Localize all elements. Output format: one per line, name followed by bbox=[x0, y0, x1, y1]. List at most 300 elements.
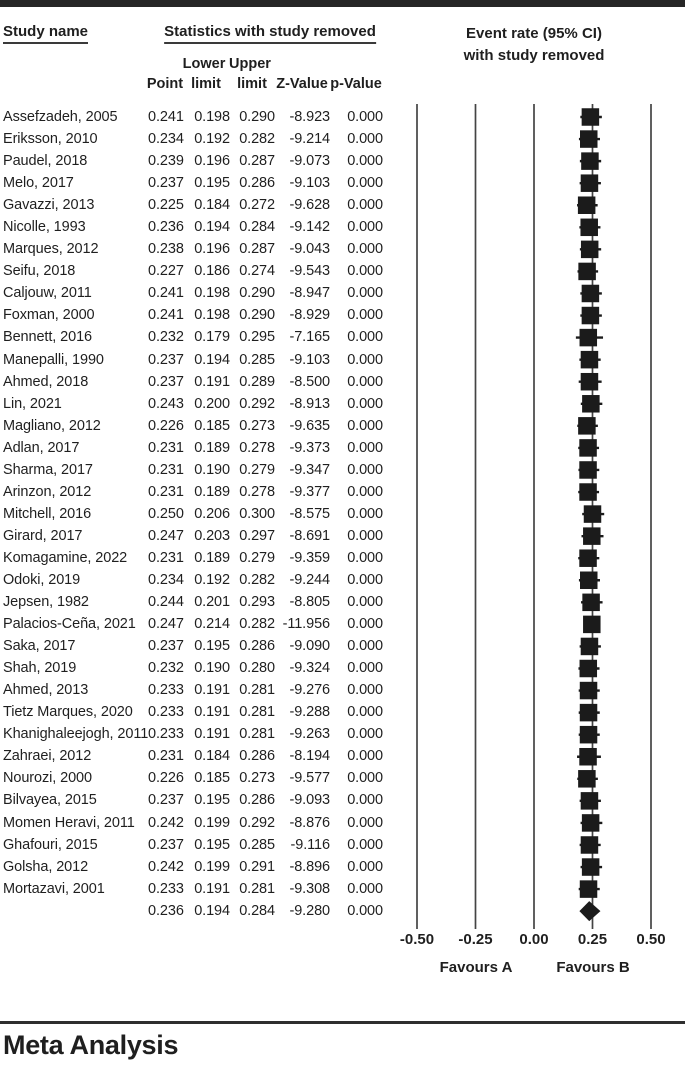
upper-limit-cell: 0.287 bbox=[239, 241, 275, 258]
z-value-cell: -9.043 bbox=[289, 241, 330, 258]
column-header-upper-limit: limit bbox=[237, 76, 267, 92]
study-square bbox=[580, 660, 598, 678]
stats-section-header: Statistics with study removed bbox=[164, 23, 376, 44]
p-value-cell: 0.000 bbox=[347, 373, 383, 390]
lower-limit-cell: 0.185 bbox=[194, 417, 230, 434]
study-name-cell: Adlan, 2017 bbox=[3, 439, 80, 456]
lower-limit-cell: 0.184 bbox=[194, 748, 230, 765]
z-value-cell: -9.288 bbox=[289, 704, 330, 721]
study-name-cell: Tietz Marques, 2020 bbox=[3, 704, 133, 721]
study-square bbox=[583, 616, 601, 634]
study-name-cell: Manepalli, 1990 bbox=[3, 351, 104, 368]
study-name-cell: Seifu, 2018 bbox=[3, 263, 76, 280]
lower-limit-cell: 0.198 bbox=[194, 285, 230, 302]
study-square bbox=[581, 351, 599, 369]
lower-limit-cell: 0.195 bbox=[194, 638, 230, 655]
study-square bbox=[578, 196, 596, 214]
upper-limit-cell: 0.293 bbox=[239, 594, 275, 611]
table-row bbox=[0, 812, 383, 834]
lower-limit-cell: 0.191 bbox=[194, 726, 230, 743]
study-square bbox=[583, 527, 601, 545]
p-value-cell: 0.000 bbox=[347, 263, 383, 280]
lower-limit-cell: 0.196 bbox=[194, 153, 230, 170]
lower-limit-cell: 0.184 bbox=[194, 197, 230, 214]
table-row bbox=[0, 172, 383, 194]
study-name-header: Study name bbox=[3, 23, 88, 44]
lower-limit-cell: 0.198 bbox=[194, 307, 230, 324]
point-cell: 0.226 bbox=[148, 770, 184, 787]
z-value-cell: -9.635 bbox=[289, 417, 330, 434]
study-name-cell: Eriksson, 2010 bbox=[3, 131, 98, 148]
z-value-cell: -9.628 bbox=[289, 197, 330, 214]
upper-limit-cell: 0.274 bbox=[239, 263, 275, 280]
lower-limit-cell: 0.191 bbox=[194, 704, 230, 721]
summary-diamond bbox=[579, 901, 600, 921]
study-name-cell: Odoki, 2019 bbox=[3, 572, 81, 588]
lower-limit-cell: 0.196 bbox=[194, 241, 230, 258]
z-value-cell: -9.103 bbox=[289, 175, 330, 192]
study-name-cell: Palacios-Ceña, 2021 bbox=[3, 616, 136, 633]
lower-limit-cell: 0.195 bbox=[194, 836, 230, 853]
upper-limit-cell: 0.285 bbox=[239, 351, 275, 368]
table-row bbox=[0, 216, 383, 238]
study-square bbox=[579, 439, 597, 457]
table-row bbox=[0, 789, 383, 811]
study-square bbox=[578, 770, 596, 788]
p-value-cell: 0.000 bbox=[347, 241, 383, 258]
study-square bbox=[578, 417, 596, 435]
study-square bbox=[584, 505, 602, 522]
study-name-cell: Mitchell, 2016 bbox=[3, 505, 92, 522]
p-value-cell: 0.000 bbox=[347, 417, 383, 434]
upper-limit-cell: 0.284 bbox=[239, 219, 275, 236]
x-axis-tick-label: 0.50 bbox=[636, 931, 666, 948]
upper-limit-cell: 0.292 bbox=[239, 814, 275, 831]
table-row bbox=[0, 128, 383, 150]
z-value-cell: -9.347 bbox=[289, 461, 330, 478]
point-cell: 0.250 bbox=[148, 505, 184, 522]
study-square bbox=[581, 241, 599, 258]
upper-limit-cell: 0.278 bbox=[239, 439, 275, 456]
table-row bbox=[0, 194, 383, 216]
p-value-cell: 0.000 bbox=[347, 594, 383, 611]
point-cell: 0.237 bbox=[148, 373, 184, 390]
table-row bbox=[0, 481, 383, 503]
p-value-cell: 0.000 bbox=[347, 858, 383, 875]
upper-limit-cell: 0.282 bbox=[239, 572, 275, 588]
study-name-cell: Arinzon, 2012 bbox=[3, 483, 92, 500]
p-value-cell: 0.000 bbox=[347, 483, 383, 500]
plot-title bbox=[464, 23, 605, 67]
table-row bbox=[0, 282, 383, 304]
z-value-cell: -9.214 bbox=[289, 131, 330, 148]
study-name-cell: Sharma, 2017 bbox=[3, 461, 93, 478]
p-value-cell: 0.000 bbox=[347, 616, 383, 633]
z-value-cell: -8.923 bbox=[289, 109, 330, 126]
z-value-cell: -9.116 bbox=[290, 836, 330, 853]
lower-limit-cell: 0.191 bbox=[194, 373, 230, 390]
lower-limit-cell: 0.206 bbox=[194, 505, 230, 522]
upper-limit-cell: 0.291 bbox=[239, 858, 275, 875]
upper-limit-cell: 0.273 bbox=[239, 417, 275, 434]
p-value-cell: 0.000 bbox=[347, 109, 383, 126]
p-value-cell: 0.000 bbox=[347, 770, 383, 787]
study-name-cell: Nourozi, 2000 bbox=[3, 770, 92, 787]
study-square bbox=[582, 594, 600, 612]
table-row bbox=[0, 547, 383, 569]
point-cell: 0.236 bbox=[148, 902, 184, 919]
lower-limit-cell: 0.194 bbox=[194, 902, 230, 919]
study-name-cell: Nicolle, 1993 bbox=[3, 219, 86, 236]
z-value-cell: -8.876 bbox=[289, 814, 330, 831]
column-header-lower: Lower bbox=[182, 56, 226, 72]
lower-limit-cell: 0.200 bbox=[194, 395, 230, 412]
point-cell: 0.241 bbox=[148, 109, 184, 126]
upper-limit-cell: 0.286 bbox=[239, 638, 275, 655]
lower-limit-cell: 0.191 bbox=[194, 682, 230, 699]
point-cell: 0.238 bbox=[148, 241, 184, 258]
point-cell: 0.247 bbox=[148, 616, 184, 633]
lower-limit-cell: 0.198 bbox=[194, 109, 230, 126]
table-row bbox=[0, 767, 383, 789]
lower-limit-cell: 0.203 bbox=[194, 527, 230, 544]
lower-limit-cell: 0.194 bbox=[194, 219, 230, 236]
upper-limit-cell: 0.282 bbox=[239, 616, 275, 633]
upper-limit-cell: 0.281 bbox=[239, 704, 275, 721]
p-value-cell: 0.000 bbox=[347, 395, 383, 412]
point-cell: 0.244 bbox=[148, 594, 184, 611]
upper-limit-cell: 0.272 bbox=[239, 197, 275, 214]
point-cell: 0.243 bbox=[148, 395, 184, 412]
x-axis-tick-label: 0.00 bbox=[519, 931, 549, 948]
study-square bbox=[578, 263, 596, 281]
z-value-cell: -8.805 bbox=[289, 594, 330, 611]
column-header-upper: Upper bbox=[229, 56, 271, 72]
top-border-bar bbox=[0, 0, 685, 7]
lower-limit-cell: 0.191 bbox=[194, 880, 230, 897]
study-name-cell: Gavazzi, 2013 bbox=[3, 197, 95, 214]
study-name-cell: Khanighaleejogh, 2011 bbox=[3, 726, 149, 743]
table-row bbox=[0, 326, 383, 348]
p-value-cell: 0.000 bbox=[347, 175, 383, 192]
z-value-cell: -9.244 bbox=[289, 572, 330, 588]
p-value-cell: 0.000 bbox=[347, 219, 383, 236]
column-header-lower-limit: limit bbox=[191, 76, 221, 92]
study-name-cell: Mortazavi, 2001 bbox=[3, 880, 105, 897]
column-header-z-value: Z-Value bbox=[276, 76, 328, 92]
p-value-cell: 0.000 bbox=[347, 726, 383, 743]
upper-limit-cell: 0.273 bbox=[239, 770, 275, 787]
p-value-cell: 0.000 bbox=[347, 660, 383, 677]
upper-limit-cell: 0.285 bbox=[239, 836, 275, 853]
table-row bbox=[0, 591, 383, 613]
z-value-cell: -9.377 bbox=[289, 483, 330, 500]
point-cell: 0.231 bbox=[148, 748, 184, 765]
upper-limit-cell: 0.284 bbox=[239, 902, 275, 919]
p-value-cell: 0.000 bbox=[347, 461, 383, 478]
point-cell: 0.237 bbox=[148, 638, 184, 655]
study-name-cell: Bennett, 2016 bbox=[3, 329, 92, 346]
point-cell: 0.234 bbox=[148, 131, 184, 148]
p-value-cell: 0.000 bbox=[347, 549, 383, 566]
upper-limit-cell: 0.297 bbox=[239, 527, 275, 544]
p-value-cell: 0.000 bbox=[347, 638, 383, 655]
upper-limit-cell: 0.295 bbox=[239, 329, 275, 346]
lower-limit-cell: 0.189 bbox=[194, 483, 230, 500]
table-row bbox=[0, 371, 383, 393]
table-row bbox=[0, 503, 383, 525]
p-value-cell: 0.000 bbox=[347, 814, 383, 831]
favours-b-label: Favours B bbox=[556, 959, 630, 976]
upper-limit-cell: 0.287 bbox=[239, 153, 275, 170]
column-header-point: Point bbox=[146, 76, 184, 92]
lower-limit-cell: 0.179 bbox=[194, 329, 230, 346]
upper-limit-cell: 0.286 bbox=[239, 748, 275, 765]
table-row bbox=[0, 238, 383, 260]
point-cell: 0.237 bbox=[148, 836, 184, 853]
lower-limit-cell: 0.189 bbox=[194, 439, 230, 456]
divider-line bbox=[0, 1021, 685, 1024]
study-name-cell: Bilvayea, 2015 bbox=[3, 792, 97, 809]
upper-limit-cell: 0.281 bbox=[239, 726, 275, 743]
table-row bbox=[0, 349, 383, 371]
p-value-cell: 0.000 bbox=[347, 748, 383, 765]
lower-limit-cell: 0.192 bbox=[194, 131, 230, 148]
point-cell: 0.239 bbox=[148, 153, 184, 170]
z-value-cell: -8.947 bbox=[289, 285, 330, 302]
point-cell: 0.225 bbox=[148, 197, 184, 214]
p-value-cell: 0.000 bbox=[347, 880, 383, 897]
lower-limit-cell: 0.195 bbox=[194, 792, 230, 809]
table-row bbox=[0, 878, 383, 900]
plot-title-line1: Event rate (95% CI) bbox=[466, 25, 602, 42]
z-value-cell: -8.929 bbox=[289, 307, 330, 324]
upper-limit-cell: 0.282 bbox=[239, 131, 275, 148]
upper-limit-cell: 0.286 bbox=[239, 792, 275, 809]
table-row bbox=[0, 415, 383, 437]
study-square bbox=[580, 130, 598, 148]
point-cell: 0.233 bbox=[148, 704, 184, 721]
point-cell: 0.231 bbox=[148, 483, 184, 500]
point-cell: 0.232 bbox=[148, 660, 184, 677]
lower-limit-cell: 0.186 bbox=[194, 263, 230, 280]
z-value-cell: -9.090 bbox=[289, 638, 330, 655]
table-row bbox=[0, 525, 383, 547]
point-cell: 0.242 bbox=[148, 858, 184, 875]
table-row bbox=[0, 834, 383, 856]
upper-limit-cell: 0.292 bbox=[239, 395, 275, 412]
upper-limit-cell: 0.281 bbox=[239, 682, 275, 699]
study-square bbox=[579, 461, 597, 479]
upper-limit-cell: 0.281 bbox=[239, 880, 275, 897]
upper-limit-cell: 0.286 bbox=[239, 175, 275, 192]
study-name-cell: Paudel, 2018 bbox=[3, 153, 88, 170]
z-value-cell: -9.073 bbox=[289, 153, 330, 170]
lower-limit-cell: 0.190 bbox=[194, 660, 230, 677]
p-value-cell: 0.000 bbox=[347, 197, 383, 214]
z-value-cell: -9.373 bbox=[289, 439, 330, 456]
p-value-cell: 0.000 bbox=[347, 572, 383, 588]
z-value-cell: -9.308 bbox=[289, 880, 330, 897]
p-value-cell: 0.000 bbox=[347, 329, 383, 346]
table-row bbox=[0, 679, 383, 701]
study-square bbox=[580, 219, 598, 237]
p-value-cell: 0.000 bbox=[347, 505, 383, 522]
study-square bbox=[582, 395, 600, 413]
table-row bbox=[0, 150, 383, 172]
lower-limit-cell: 0.189 bbox=[194, 549, 230, 566]
lower-limit-cell: 0.214 bbox=[194, 616, 230, 633]
z-value-cell: -9.543 bbox=[289, 263, 330, 280]
study-square bbox=[582, 307, 600, 325]
z-value-cell: -9.093 bbox=[289, 792, 330, 809]
study-name-cell: Melo, 2017 bbox=[3, 175, 74, 192]
study-name-cell: Girard, 2017 bbox=[3, 527, 83, 544]
p-value-cell: 0.000 bbox=[347, 131, 383, 148]
table-row bbox=[0, 723, 383, 745]
study-square bbox=[579, 748, 597, 766]
study-name-cell: Caljouw, 2011 bbox=[3, 285, 92, 302]
p-value-cell: 0.000 bbox=[347, 527, 383, 544]
p-value-cell: 0.000 bbox=[347, 153, 383, 170]
study-name-cell: Marques, 2012 bbox=[3, 241, 99, 258]
table-row bbox=[0, 304, 383, 326]
point-cell: 0.241 bbox=[148, 285, 184, 302]
table-row bbox=[0, 260, 383, 282]
z-value-cell: -8.575 bbox=[289, 505, 330, 522]
upper-limit-cell: 0.290 bbox=[239, 307, 275, 324]
upper-limit-cell: 0.290 bbox=[239, 285, 275, 302]
study-square bbox=[582, 285, 600, 303]
upper-limit-cell: 0.280 bbox=[239, 660, 275, 677]
table-row bbox=[0, 900, 383, 922]
p-value-cell: 0.000 bbox=[347, 902, 383, 919]
study-square bbox=[579, 549, 597, 567]
study-name-cell: Shah, 2019 bbox=[3, 660, 77, 677]
z-value-cell: -9.280 bbox=[289, 902, 330, 919]
z-value-cell: -8.896 bbox=[289, 858, 330, 875]
study-square bbox=[580, 726, 598, 744]
study-square bbox=[582, 108, 600, 126]
study-name-cell: Lin, 2021 bbox=[3, 395, 62, 412]
point-cell: 0.237 bbox=[148, 175, 184, 192]
upper-limit-cell: 0.300 bbox=[239, 505, 275, 522]
study-square bbox=[581, 638, 599, 656]
z-value-cell: -8.691 bbox=[289, 527, 330, 544]
study-name-cell: Ghafouri, 2015 bbox=[3, 836, 98, 853]
study-name-cell: Golsha, 2012 bbox=[3, 858, 89, 875]
z-value-cell: -9.324 bbox=[289, 660, 330, 677]
study-name-cell: Ahmed, 2013 bbox=[3, 682, 89, 699]
x-axis-tick-label: -0.50 bbox=[399, 931, 435, 948]
table-row bbox=[0, 459, 383, 481]
study-square bbox=[581, 836, 599, 854]
study-name-cell: Ahmed, 2018 bbox=[3, 373, 89, 390]
study-name-cell: Zahraei, 2012 bbox=[3, 748, 92, 765]
point-cell: 0.247 bbox=[148, 527, 184, 544]
p-value-cell: 0.000 bbox=[347, 792, 383, 809]
point-cell: 0.231 bbox=[148, 461, 184, 478]
upper-limit-cell: 0.289 bbox=[239, 373, 275, 390]
study-square bbox=[580, 880, 598, 898]
study-square bbox=[581, 152, 599, 170]
forest-plot bbox=[400, 103, 672, 965]
study-name-cell: Jepsen, 1982 bbox=[3, 594, 89, 611]
table-row bbox=[0, 701, 383, 723]
z-value-cell: -9.263 bbox=[289, 726, 330, 743]
point-cell: 0.233 bbox=[148, 726, 184, 743]
z-value-cell: -8.194 bbox=[289, 748, 330, 765]
z-value-cell: -8.500 bbox=[289, 373, 330, 390]
table-row bbox=[0, 437, 383, 459]
study-name-cell: Saka, 2017 bbox=[3, 638, 76, 655]
p-value-cell: 0.000 bbox=[347, 351, 383, 368]
table-row bbox=[0, 635, 383, 657]
point-cell: 0.237 bbox=[148, 351, 184, 368]
study-square bbox=[582, 858, 600, 876]
column-header-p-value: p-Value bbox=[330, 76, 382, 92]
upper-limit-cell: 0.279 bbox=[239, 549, 275, 566]
p-value-cell: 0.000 bbox=[347, 439, 383, 456]
study-square bbox=[581, 174, 599, 192]
point-cell: 0.241 bbox=[148, 307, 184, 324]
x-axis-tick-label: -0.25 bbox=[458, 931, 493, 948]
lower-limit-cell: 0.190 bbox=[194, 461, 230, 478]
lower-limit-cell: 0.194 bbox=[194, 351, 230, 368]
plot-title-line2: with study removed bbox=[463, 47, 605, 64]
p-value-cell: 0.000 bbox=[347, 682, 383, 699]
study-name-cell: Magliano, 2012 bbox=[3, 417, 101, 434]
point-cell: 0.227 bbox=[148, 263, 184, 280]
point-cell: 0.232 bbox=[148, 329, 184, 346]
table-row bbox=[0, 393, 383, 415]
point-cell: 0.226 bbox=[148, 417, 184, 434]
z-value-cell: -9.577 bbox=[289, 770, 330, 787]
study-square bbox=[580, 572, 598, 590]
z-value-cell: -9.103 bbox=[289, 351, 330, 368]
study-name-cell: Momen Heravi, 2011 bbox=[3, 814, 135, 831]
upper-limit-cell: 0.290 bbox=[239, 109, 275, 126]
z-value-cell: -9.142 bbox=[289, 219, 330, 236]
p-value-cell: 0.000 bbox=[347, 285, 383, 302]
study-square bbox=[579, 483, 597, 501]
study-square bbox=[582, 814, 600, 832]
favours-a-label: Favours A bbox=[439, 959, 513, 976]
table-row bbox=[0, 856, 383, 878]
point-cell: 0.231 bbox=[148, 549, 184, 566]
z-value-cell: -11.956 bbox=[282, 616, 330, 633]
table-row bbox=[0, 745, 383, 767]
point-cell: 0.242 bbox=[148, 814, 184, 831]
z-value-cell: -9.276 bbox=[289, 682, 330, 699]
x-axis-tick-label: 0.25 bbox=[577, 931, 608, 948]
z-value-cell: -8.913 bbox=[289, 395, 330, 412]
table-row bbox=[0, 657, 383, 679]
upper-limit-cell: 0.279 bbox=[239, 461, 275, 478]
point-cell: 0.231 bbox=[148, 439, 184, 456]
lower-limit-cell: 0.199 bbox=[194, 814, 230, 831]
study-name-cell: Foxman, 2000 bbox=[3, 307, 95, 324]
table-row bbox=[0, 106, 383, 128]
lower-limit-cell: 0.199 bbox=[194, 858, 230, 875]
table-row bbox=[0, 613, 383, 635]
point-cell: 0.234 bbox=[148, 572, 184, 588]
lower-limit-cell: 0.195 bbox=[194, 175, 230, 192]
study-name-cell: Komagamine, 2022 bbox=[3, 549, 128, 566]
study-name-cell: Assefzadeh, 2005 bbox=[3, 109, 118, 126]
study-square bbox=[580, 682, 598, 700]
z-value-cell: -7.165 bbox=[289, 329, 330, 346]
